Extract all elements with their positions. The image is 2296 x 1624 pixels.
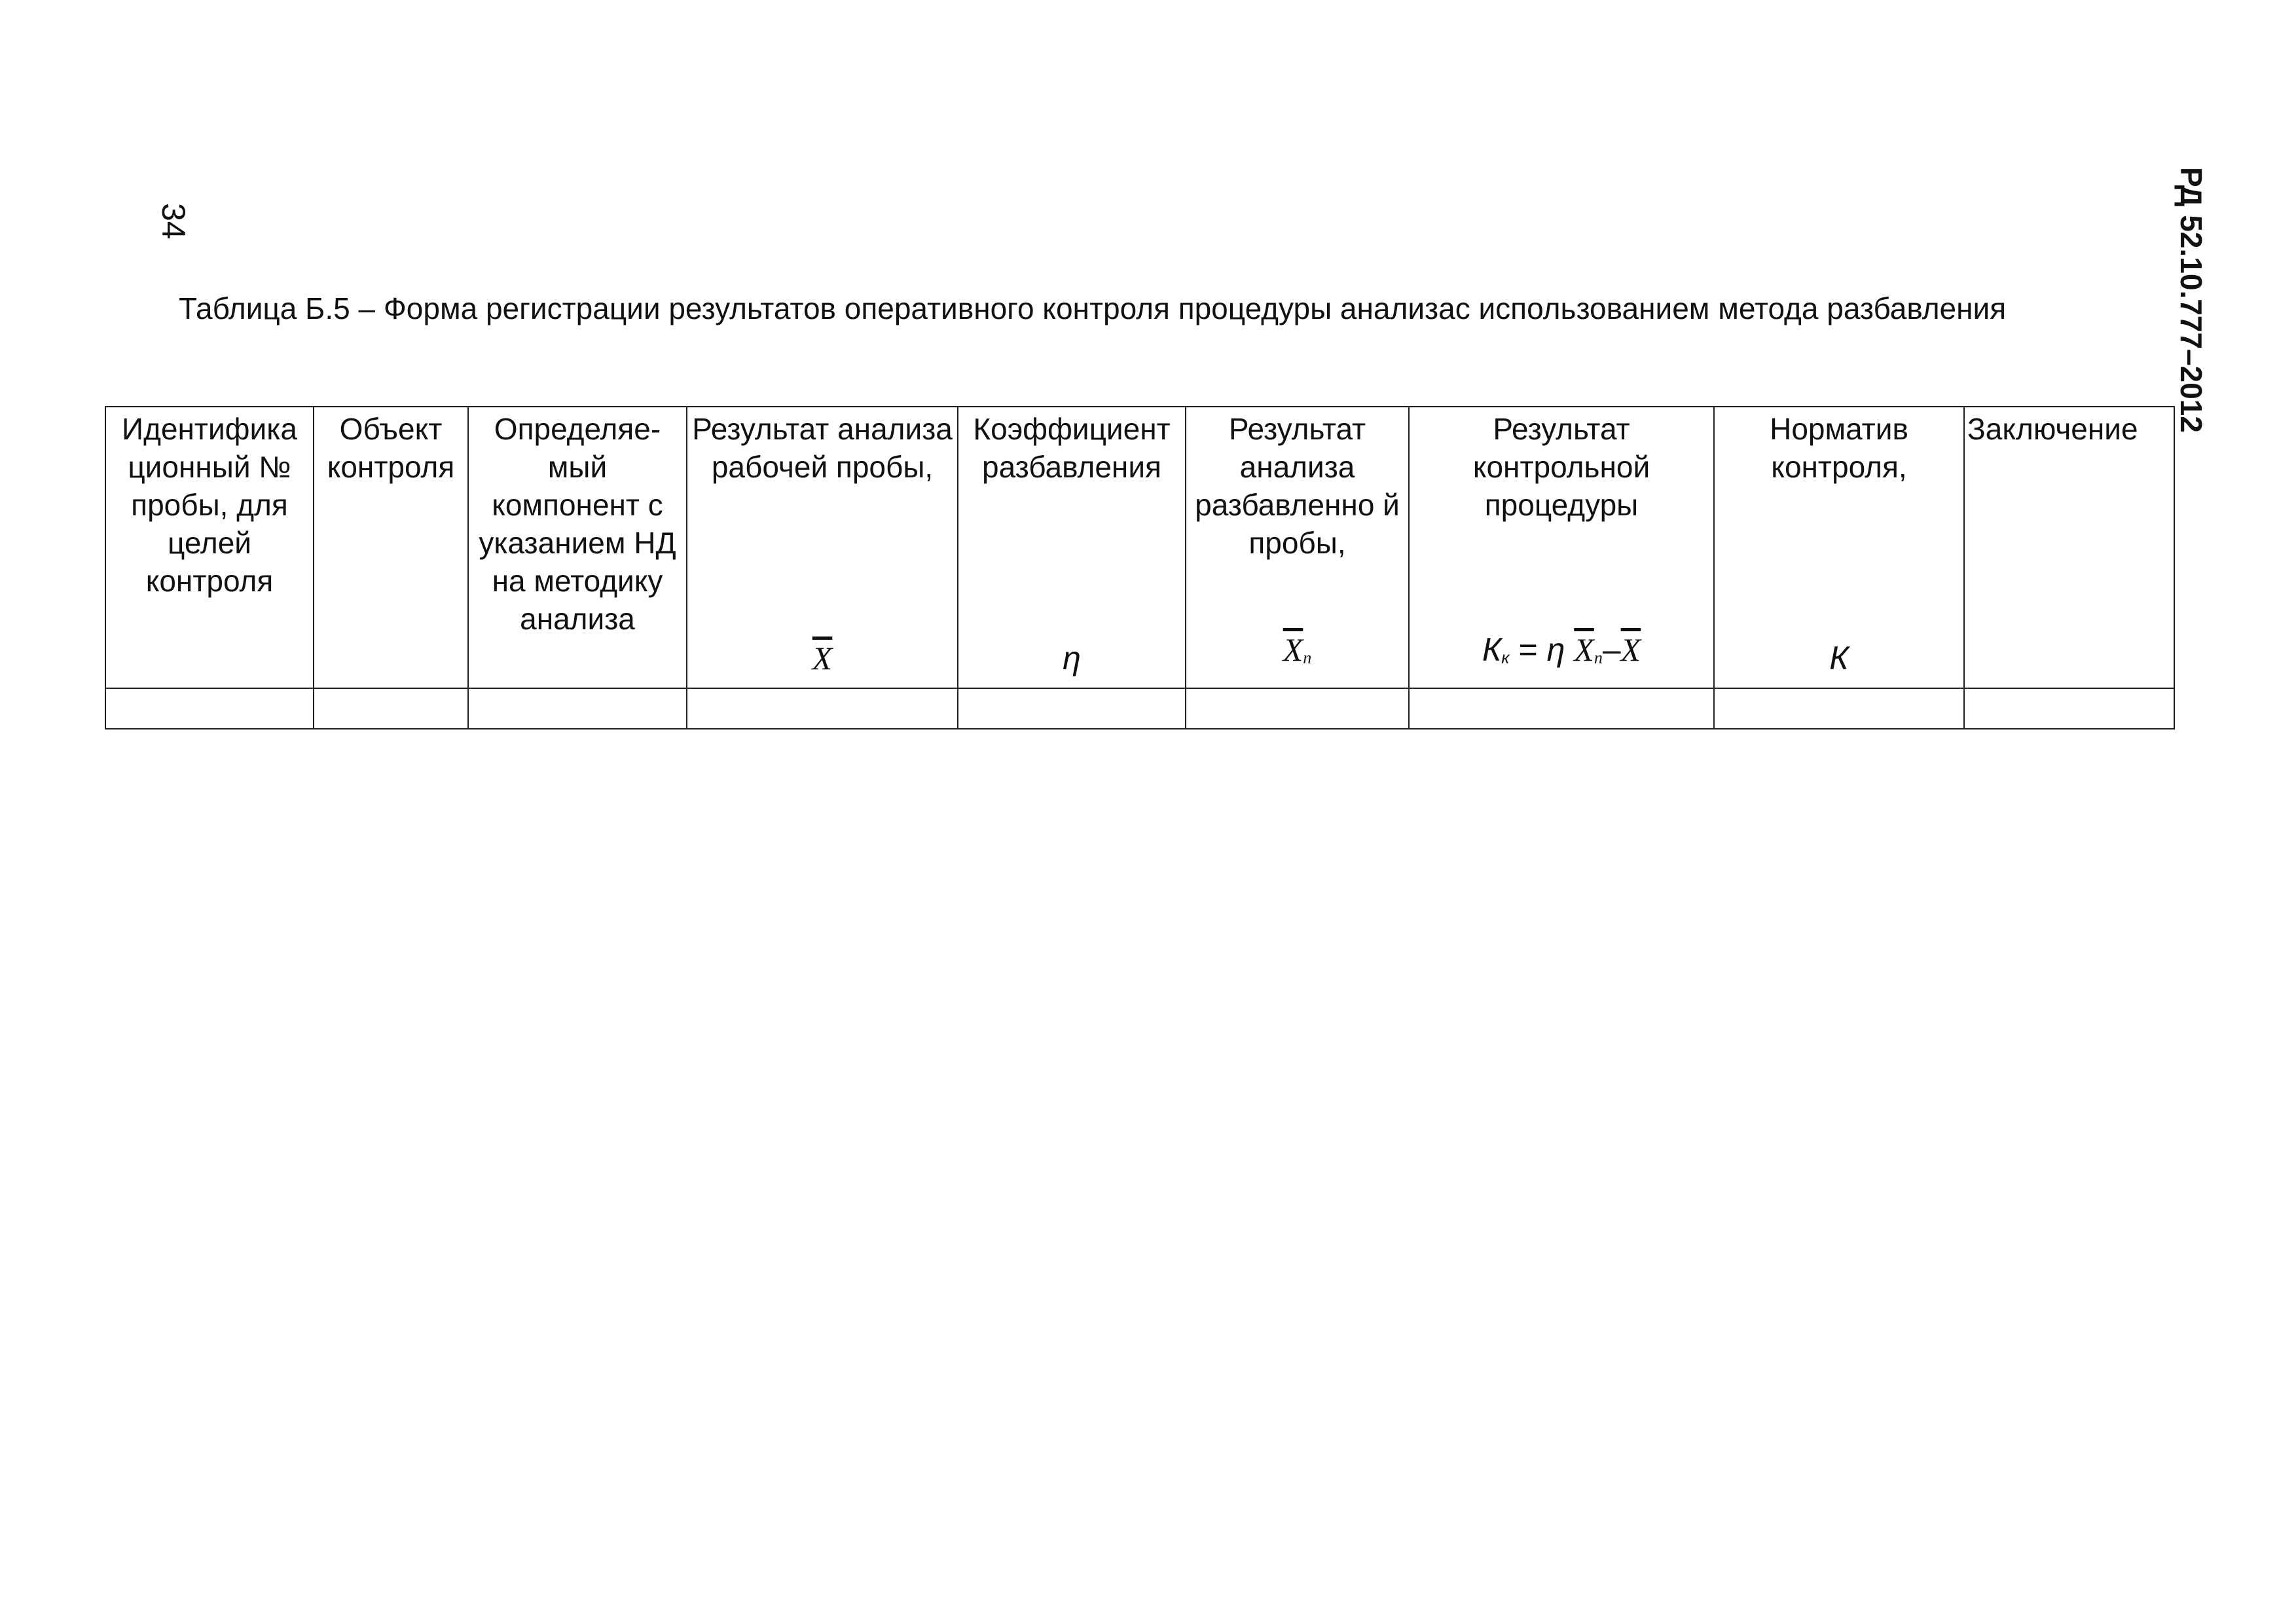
header-cell-control-object	[314, 407, 468, 688]
formula-eta: η	[1063, 640, 1081, 676]
header-label-dilution-coefficient: Коэффициент разбавления	[973, 412, 1171, 484]
header-label-component: Определяе-мый компонент с указанием НД на методику анализа	[479, 412, 676, 636]
header-cell-dilution-coefficient	[958, 407, 1186, 688]
data-cell-control-standard	[1714, 688, 1964, 729]
header-label-control-procedure: Результат контрольной процедуры	[1472, 412, 1650, 522]
header-cell-control-standard	[1714, 407, 1964, 688]
document-code: РД 52.10.777–2012	[2174, 167, 2208, 433]
data-cell-component	[468, 688, 687, 729]
data-cell-working-result	[687, 688, 958, 729]
data-cell-diluted-result	[1186, 688, 1409, 729]
formula-k: К	[1829, 640, 1849, 676]
caption-line-1: Таблица Б.5 – Форма регистрации результатов оперативного контроля процедуры анализас использованием метода	[179, 291, 1819, 325]
data-cell-sample-id	[105, 688, 314, 729]
header-cell-diluted-result	[1186, 407, 1409, 688]
data-cell-control-procedure	[1409, 688, 1714, 729]
header-cell-sample-id	[105, 407, 314, 688]
page-number: 34	[155, 203, 192, 240]
registration-form-table	[105, 406, 2175, 729]
header-cell-component	[468, 407, 687, 688]
formula-k-k: Кк = η $\overline{X}n-\overline{X}$	[1482, 631, 1641, 668]
header-label-working-result: Результат анализа рабочей пробы,	[692, 412, 953, 484]
header-label-conclusion: Заключение	[1967, 412, 2138, 446]
data-cell-conclusion	[1964, 688, 2174, 729]
header-label-control-standard: Норматив контроля,	[1770, 412, 1908, 484]
table-row	[105, 688, 2174, 729]
data-cell-dilution-coefficient	[958, 688, 1186, 729]
header-label-diluted-result: Результат анализа разбавленно й пробы,	[1195, 412, 1400, 560]
header-label-control-object: Объект контроля	[327, 412, 455, 484]
formula-x-n-bar: $\overline{X}n$	[1283, 631, 1312, 668]
header-cell-working-result	[687, 407, 958, 688]
data-cell-control-object	[314, 688, 468, 729]
formula-x-bar: $\overline{X}$	[812, 640, 833, 676]
header-cell-conclusion	[1964, 407, 2174, 688]
header-label-sample-id: Идентифика ционный № пробы, для целей контроля	[122, 412, 297, 598]
table-header-row	[105, 407, 2174, 688]
caption-line-2: разбавления	[1827, 291, 2007, 325]
header-cell-control-procedure	[1409, 407, 1714, 688]
table-caption	[139, 289, 2140, 327]
